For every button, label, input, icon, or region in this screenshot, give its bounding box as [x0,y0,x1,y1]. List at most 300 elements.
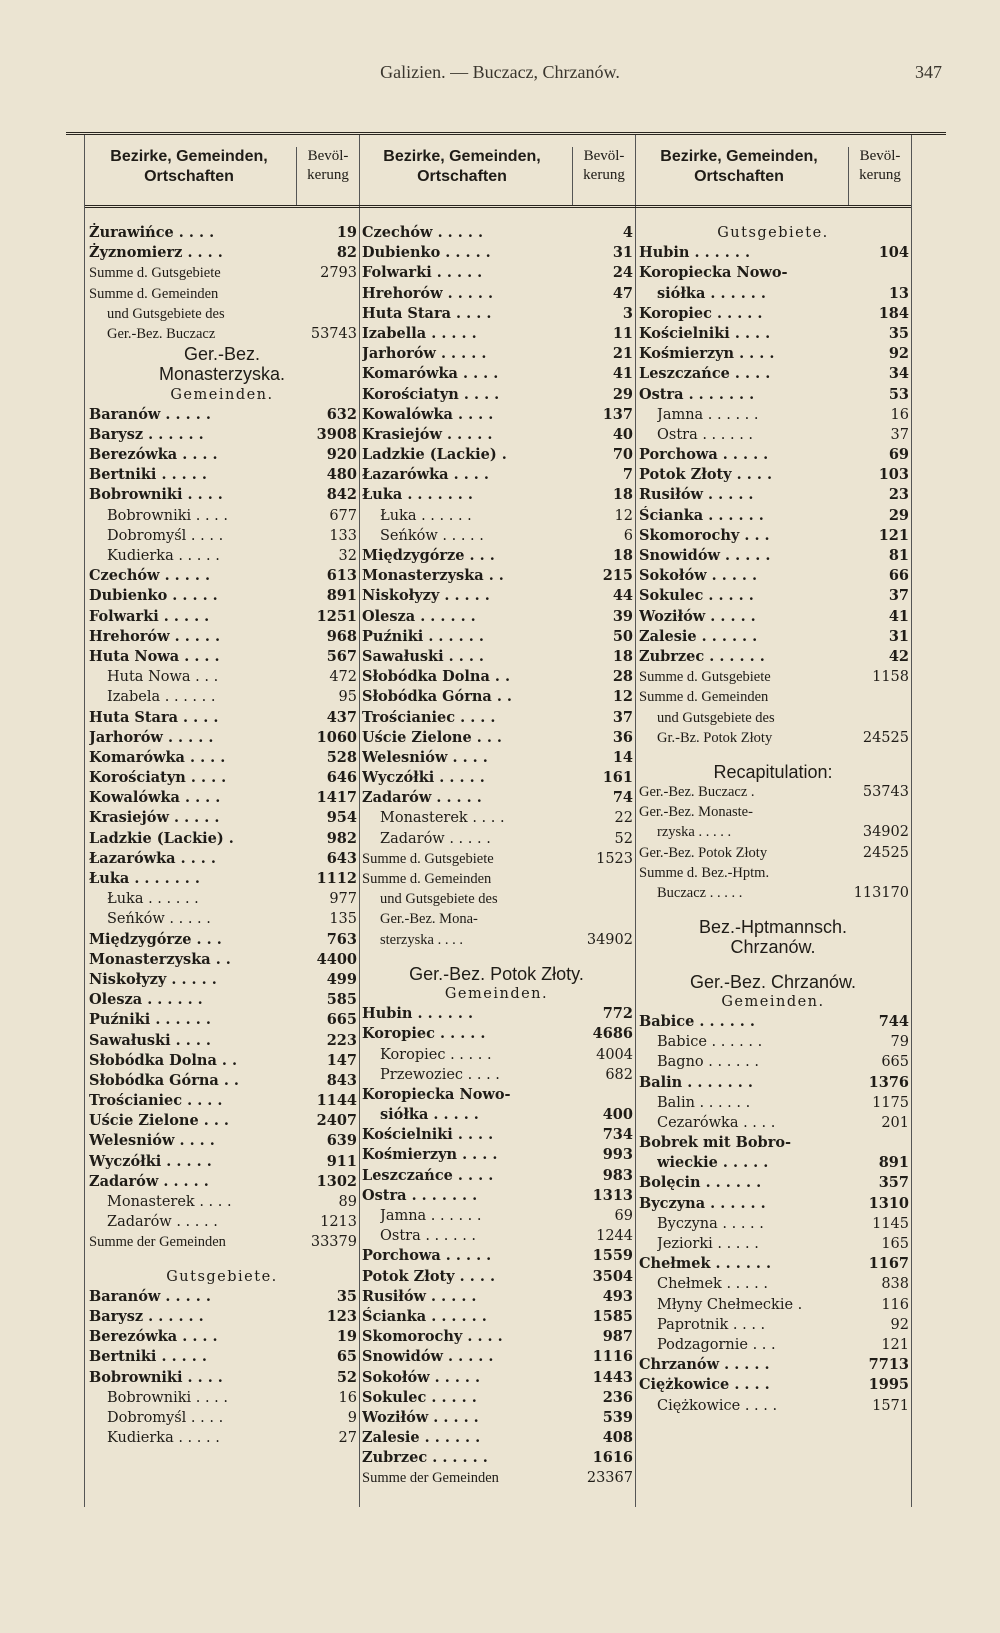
table-row [85,526,359,546]
population-value: 1145 [872,1215,909,1232]
place-name: Ostra . . . . . . . [362,1186,478,1204]
population-value: 1995 [868,1376,909,1394]
header-population: Bevöl-kerung [296,147,359,205]
table-row [635,566,911,586]
table-row [85,1051,359,1071]
place-name: Żurawińce . . . . [89,224,215,241]
table-row [358,586,635,606]
place-name: Dubienko . . . . . [362,244,491,262]
population-value: 37 [888,587,909,605]
place-name: Gutsgebiete. [166,1268,278,1285]
population-value: 52 [614,830,633,847]
population-value: 137 [602,405,633,423]
place-name: Rusiłów . . . . . [362,1287,477,1305]
place-name: Sawałuski . . . . [362,647,484,665]
population-value: 1244 [596,1228,633,1245]
table-row [85,344,359,364]
place-name: Balin . . . . . . [657,1094,751,1111]
population-value: 1213 [320,1214,357,1231]
population-value: 585 [326,991,357,1009]
place-name: Ostra . . . . . . . [639,385,755,403]
population-value: 772 [602,1005,633,1023]
table-row [85,1408,359,1428]
table-row [358,768,635,788]
table-row [85,304,359,324]
table-row [635,1355,911,1375]
place-name: Summe d. Gemeinden [89,285,219,302]
population-value: 27 [338,1430,357,1447]
place-name: Rusiłów . . . . . [639,486,754,504]
table-row [635,586,911,606]
place-name: Koropiec . . . . . [380,1046,492,1063]
place-name: Summe der Gemeinden [362,1470,499,1487]
population-value: 133 [329,527,357,544]
place-name: Babice . . . . . . [657,1034,763,1051]
table-row [85,990,359,1010]
population-value: 12 [614,507,633,524]
place-name: Zadarów . . . . . [107,1214,218,1231]
population-value: 18 [612,486,633,504]
place-name: Gutsgebiete. [717,225,829,241]
header-name: Bezirke, Gemeinden, Ortschaften [110,148,268,185]
place-name: rzyska . . . . . [657,824,732,841]
table-row [635,1234,911,1254]
table-row [358,1125,635,1145]
table-row [358,1186,635,1206]
place-name: Żyznomierz . . . . [89,244,223,262]
population-value: 23 [888,486,909,504]
population-value: 42 [888,647,909,665]
table-row [85,1368,359,1388]
population-value: 70 [612,446,633,464]
table-column-1 [84,135,360,1507]
table-row [635,485,911,505]
table-row [85,1091,359,1111]
place-name: Wyczółki . . . . . [362,769,485,787]
population-value: 18 [612,647,633,665]
table-row [85,1347,359,1367]
table-row [358,1448,635,1468]
place-name: sterzyska . . . . [380,931,463,948]
table-row [358,243,635,263]
place-name: Słobódka Górna . . [89,1071,239,1089]
table-row [635,958,911,972]
population-value: 437 [326,708,357,726]
table-row [358,930,635,950]
table-row [358,748,635,768]
population-value: 116 [881,1296,909,1313]
population-value: 977 [329,891,357,908]
place-name: Ger.-Bez. Potok Złoty. [409,963,584,984]
population-value: 357 [878,1174,909,1192]
table-row [635,506,911,526]
population-value: 147 [326,1051,357,1069]
table-row [85,405,359,425]
population-value: 400 [602,1106,633,1124]
table-row [635,627,911,647]
table-row [635,243,911,263]
place-name: Skomorochy . . . . [362,1328,503,1346]
place-name: Byczyna . . . . . [657,1215,764,1232]
table-row [85,445,359,465]
table-row [635,1093,911,1113]
column-header [635,135,911,208]
table-row [85,465,359,485]
population-value: 1144 [316,1092,357,1110]
place-name: Chrzanów . . . . . [639,1356,770,1374]
column-header [85,135,359,208]
place-name: Hubin . . . . . . [639,244,751,262]
place-name: Kowalówka . . . . [362,405,494,423]
place-name: Komarówka . . . . [89,748,226,766]
table-row [635,1335,911,1355]
table-row [358,526,635,546]
header-name: Bezirke, Gemeinden, Ortschaften [383,148,541,185]
table-row [85,687,359,707]
population-value: 24525 [862,729,909,746]
table-row [635,782,911,802]
header-population: Bevöl-kerung [572,147,635,205]
place-name: Ger.-Bez. Chrzanów. [689,971,857,992]
column-rows [85,223,359,1448]
table-row [358,284,635,304]
population-value: 95 [338,689,357,706]
population-value: 11 [612,324,633,342]
place-name: Olesza . . . . . . [89,991,203,1009]
place-name: Leszczańce . . . . [362,1166,494,1184]
table-row [85,425,359,445]
population-value: 4 [622,224,633,241]
population-value: 29 [612,385,633,403]
population-value: 1302 [316,1172,357,1190]
place-name: Ger.-Bez. Potok Złoty [639,844,768,861]
place-name: Koropiec . . . . . [362,1025,486,1043]
table-row [85,829,359,849]
population-value: 18 [612,547,633,564]
place-name: Trościaniec . . . . [362,708,496,726]
table-row [635,903,911,917]
table-row [358,465,635,485]
place-name: Barysz . . . . . . [89,1307,204,1325]
table-row [358,909,635,929]
place-name: Welesniów . . . . [362,748,488,766]
population-value: 983 [602,1166,633,1184]
place-name: Bobrowniki . . . . [107,1389,229,1406]
table-row [85,506,359,526]
population-value: 1310 [868,1194,909,1212]
place-name: Ger.-Bez. Buczacz [107,325,216,342]
population-value: 539 [602,1408,633,1426]
population-value: 69 [614,1208,633,1224]
place-name: Łuka . . . . . . . [89,870,200,887]
table-row [358,223,635,243]
place-name: Monasterek . . . . [380,810,505,827]
population-value: 37 [612,708,633,726]
table-row [85,1253,359,1267]
table-row [358,566,635,586]
population-value: 665 [881,1054,909,1071]
place-name: Zalesie . . . . . . [362,1429,481,1447]
place-name: Krasiejów . . . . . [362,425,493,443]
population-value: 1167 [868,1255,909,1273]
population-value: 954 [326,809,357,827]
place-name: Paprotnik . . . . [657,1316,766,1333]
table-row [85,1131,359,1151]
population-value: 528 [326,748,357,766]
place-name: Trościaniec . . . . [89,1092,223,1110]
population-value: 40 [612,425,633,443]
population-value: 104 [878,244,909,262]
population-value: 82 [336,244,357,262]
population-value: 23367 [586,1470,633,1487]
population-value: 493 [602,1287,633,1305]
table-row [358,849,635,869]
population-value: 121 [881,1336,909,1353]
population-value: 65 [336,1348,357,1366]
table-row [635,843,911,863]
table-row [635,405,911,425]
population-value: 4686 [592,1025,633,1043]
table-row [358,344,635,364]
table-row [635,687,911,707]
population-value: 50 [612,627,633,645]
place-name: Welesniów . . . . [89,1132,215,1150]
population-value: 21 [612,345,633,363]
table-row [85,1172,359,1192]
place-name: Ciężkowice . . . . [657,1397,778,1414]
table-row [85,788,359,808]
table-row [85,324,359,344]
population-value: 37 [890,426,909,443]
table-row [358,1045,635,1065]
population-value: 24 [612,264,633,282]
table-row [358,1287,635,1307]
population-value: 113170 [853,885,909,901]
table-row [358,1065,635,1085]
population-value: 36 [612,728,633,746]
table-row [358,1145,635,1165]
place-name: Ladzkie (Lackie) . [362,446,507,464]
table-row [85,1111,359,1131]
place-name: Berezówka . . . . [89,1328,218,1346]
place-name: Izabela . . . . . . [107,689,216,706]
table-row [635,1073,911,1093]
population-value: 41 [888,607,909,625]
table-row [358,1267,635,1287]
population-value: 613 [326,567,357,585]
place-name: Jeziorki . . . . . [657,1236,759,1252]
place-name: Monasterek . . . . [107,1194,232,1210]
table-row [85,1428,359,1448]
place-name: Monasterzyska . . [89,950,231,968]
table-row [85,485,359,505]
table-row [635,546,911,566]
population-value: 28 [612,668,633,686]
population-value: 842 [326,486,357,504]
population-value: 123 [326,1307,357,1325]
population-value: 47 [612,284,633,302]
population-value: 982 [326,829,357,847]
place-name: Byczyna . . . . . . [639,1194,766,1212]
population-value: 734 [602,1126,633,1144]
population-value: 236 [602,1388,633,1406]
place-name: Sokołów . . . . . [639,567,758,585]
population-value: 7713 [868,1356,909,1374]
place-name: Buczacz . . . . . [657,885,743,901]
place-name: Ścianka . . . . . . [362,1307,487,1325]
population-value: 1116 [592,1348,633,1366]
table-row [85,1287,359,1307]
place-name: Summe d. Gutsgebiete [89,265,221,282]
place-name: Korościatyn . . . . [362,385,500,403]
place-name: Czechów . . . . . [362,224,484,241]
place-name: Ścianka . . . . . . [639,506,764,524]
population-value: 31 [888,627,909,645]
table-row [635,728,911,748]
table-row [635,1173,911,1193]
place-name: Leszczańce . . . . [639,365,771,383]
table-row [635,992,911,1012]
place-name: Zubrzec . . . . . . [639,647,765,665]
table-row [358,1307,635,1327]
table-row [358,950,635,964]
table-row [358,788,635,808]
population-value: 14 [612,748,633,766]
population-value: 69 [888,446,909,464]
place-name: Zadarów . . . . . [362,789,482,807]
table-row [85,869,359,889]
population-value: 480 [326,466,357,484]
table-column-2 [358,135,636,1507]
place-name: Chełmek . . . . . . [639,1255,772,1273]
place-name: Sokulec . . . . . [639,587,754,605]
table-row [635,647,911,667]
table-row [85,566,359,586]
table-row [635,284,911,304]
table-row [635,708,911,728]
population-value: 13 [888,284,909,302]
population-value: 34 [888,365,909,383]
place-name: Porchowa . . . . . [362,1247,492,1265]
population-value: 2407 [316,1112,357,1130]
table-row [358,1206,635,1226]
population-value: 39 [612,607,633,625]
population-value: 3504 [592,1267,633,1285]
table-row [358,1166,635,1186]
population-value: 44 [612,587,633,605]
place-name: Olesza . . . . . . [362,607,476,625]
table-row [358,263,635,283]
table-row [635,802,911,822]
population-value: 2793 [320,265,357,282]
table-row [635,1254,911,1274]
place-name: Kośmierzyn . . . . [362,1146,498,1164]
table-row [635,972,911,992]
table-row [635,1113,911,1133]
place-name: Łuka . . . . . . [107,891,199,908]
table-row [635,1315,911,1335]
table-row [635,762,911,782]
table-row [635,445,911,465]
population-value: 53 [888,385,909,403]
population-value: 891 [326,587,357,605]
place-name: Dobromyśl . . . . [107,1409,224,1426]
place-name: Cezarówka . . . . [657,1114,776,1131]
table-row [635,1214,911,1234]
place-name: Bagno . . . . . . [657,1054,759,1071]
table-row [358,1347,635,1367]
running-head: Galizien. — Buczacz, Chrzanów. [380,62,620,82]
population-value: 1443 [592,1368,633,1386]
table-row [635,344,911,364]
population-value: 408 [602,1429,633,1447]
place-name: Puźniki . . . . . . [89,1011,211,1029]
place-name: Bobrowniki . . . . [107,507,229,524]
table-row [85,667,359,687]
population-value: 4400 [316,950,357,968]
population-value: 53743 [310,325,357,342]
population-value: 53743 [862,784,909,801]
table-row [358,445,635,465]
place-name: Kościelniki . . . . [639,324,771,342]
place-name: Gemeinden. [170,386,274,403]
population-value: 41 [612,365,633,383]
population-value: 1523 [596,850,633,867]
table-row [358,1226,635,1246]
table-row [358,1327,635,1347]
population-value: 1616 [592,1449,633,1467]
population-value: 79 [890,1034,909,1051]
table-row [85,1192,359,1212]
place-name: Baranów . . . . . [89,405,211,423]
population-value: 19 [336,224,357,241]
place-name: Ger.-Bez. [183,344,261,365]
population-value: 215 [602,567,633,585]
place-name: Jarhorów . . . . . [362,345,487,363]
table-row [85,546,359,566]
table-row [635,1396,911,1416]
table-row [635,607,911,627]
place-name: Gr.-Bz. Potok Złoty [657,729,773,746]
population-value: 89 [338,1194,357,1210]
table-row [635,667,911,687]
table-row [635,465,911,485]
place-name: Międzygórze . . . [362,547,495,564]
place-name: Huta Nowa . . . [107,669,219,686]
place-name: Summe d. Gutsgebiete [639,669,771,686]
place-name: Kościelniki . . . . [362,1126,494,1144]
table-row [358,889,635,909]
table-row [358,506,635,526]
population-value: 16 [890,406,909,423]
table-row [635,937,911,957]
population-value: 763 [326,930,357,948]
place-name: Ostra . . . . . . [657,426,754,443]
place-name: Ger.-Bez. Buczacz . [639,784,755,801]
place-name: Woziłów . . . . . [362,1408,479,1426]
population-value: 1060 [316,728,357,746]
population-value: 646 [326,769,357,787]
population-value: 92 [888,345,909,363]
table-row [635,304,911,324]
table-row [635,1012,911,1032]
population-value: 16 [338,1389,357,1406]
table-row [635,1295,911,1315]
place-name: Summe d. Bez.-Hptm. [639,864,770,881]
population-value: 1559 [592,1247,633,1265]
population-value: 19 [336,1328,357,1346]
population-value: 7 [622,466,633,484]
